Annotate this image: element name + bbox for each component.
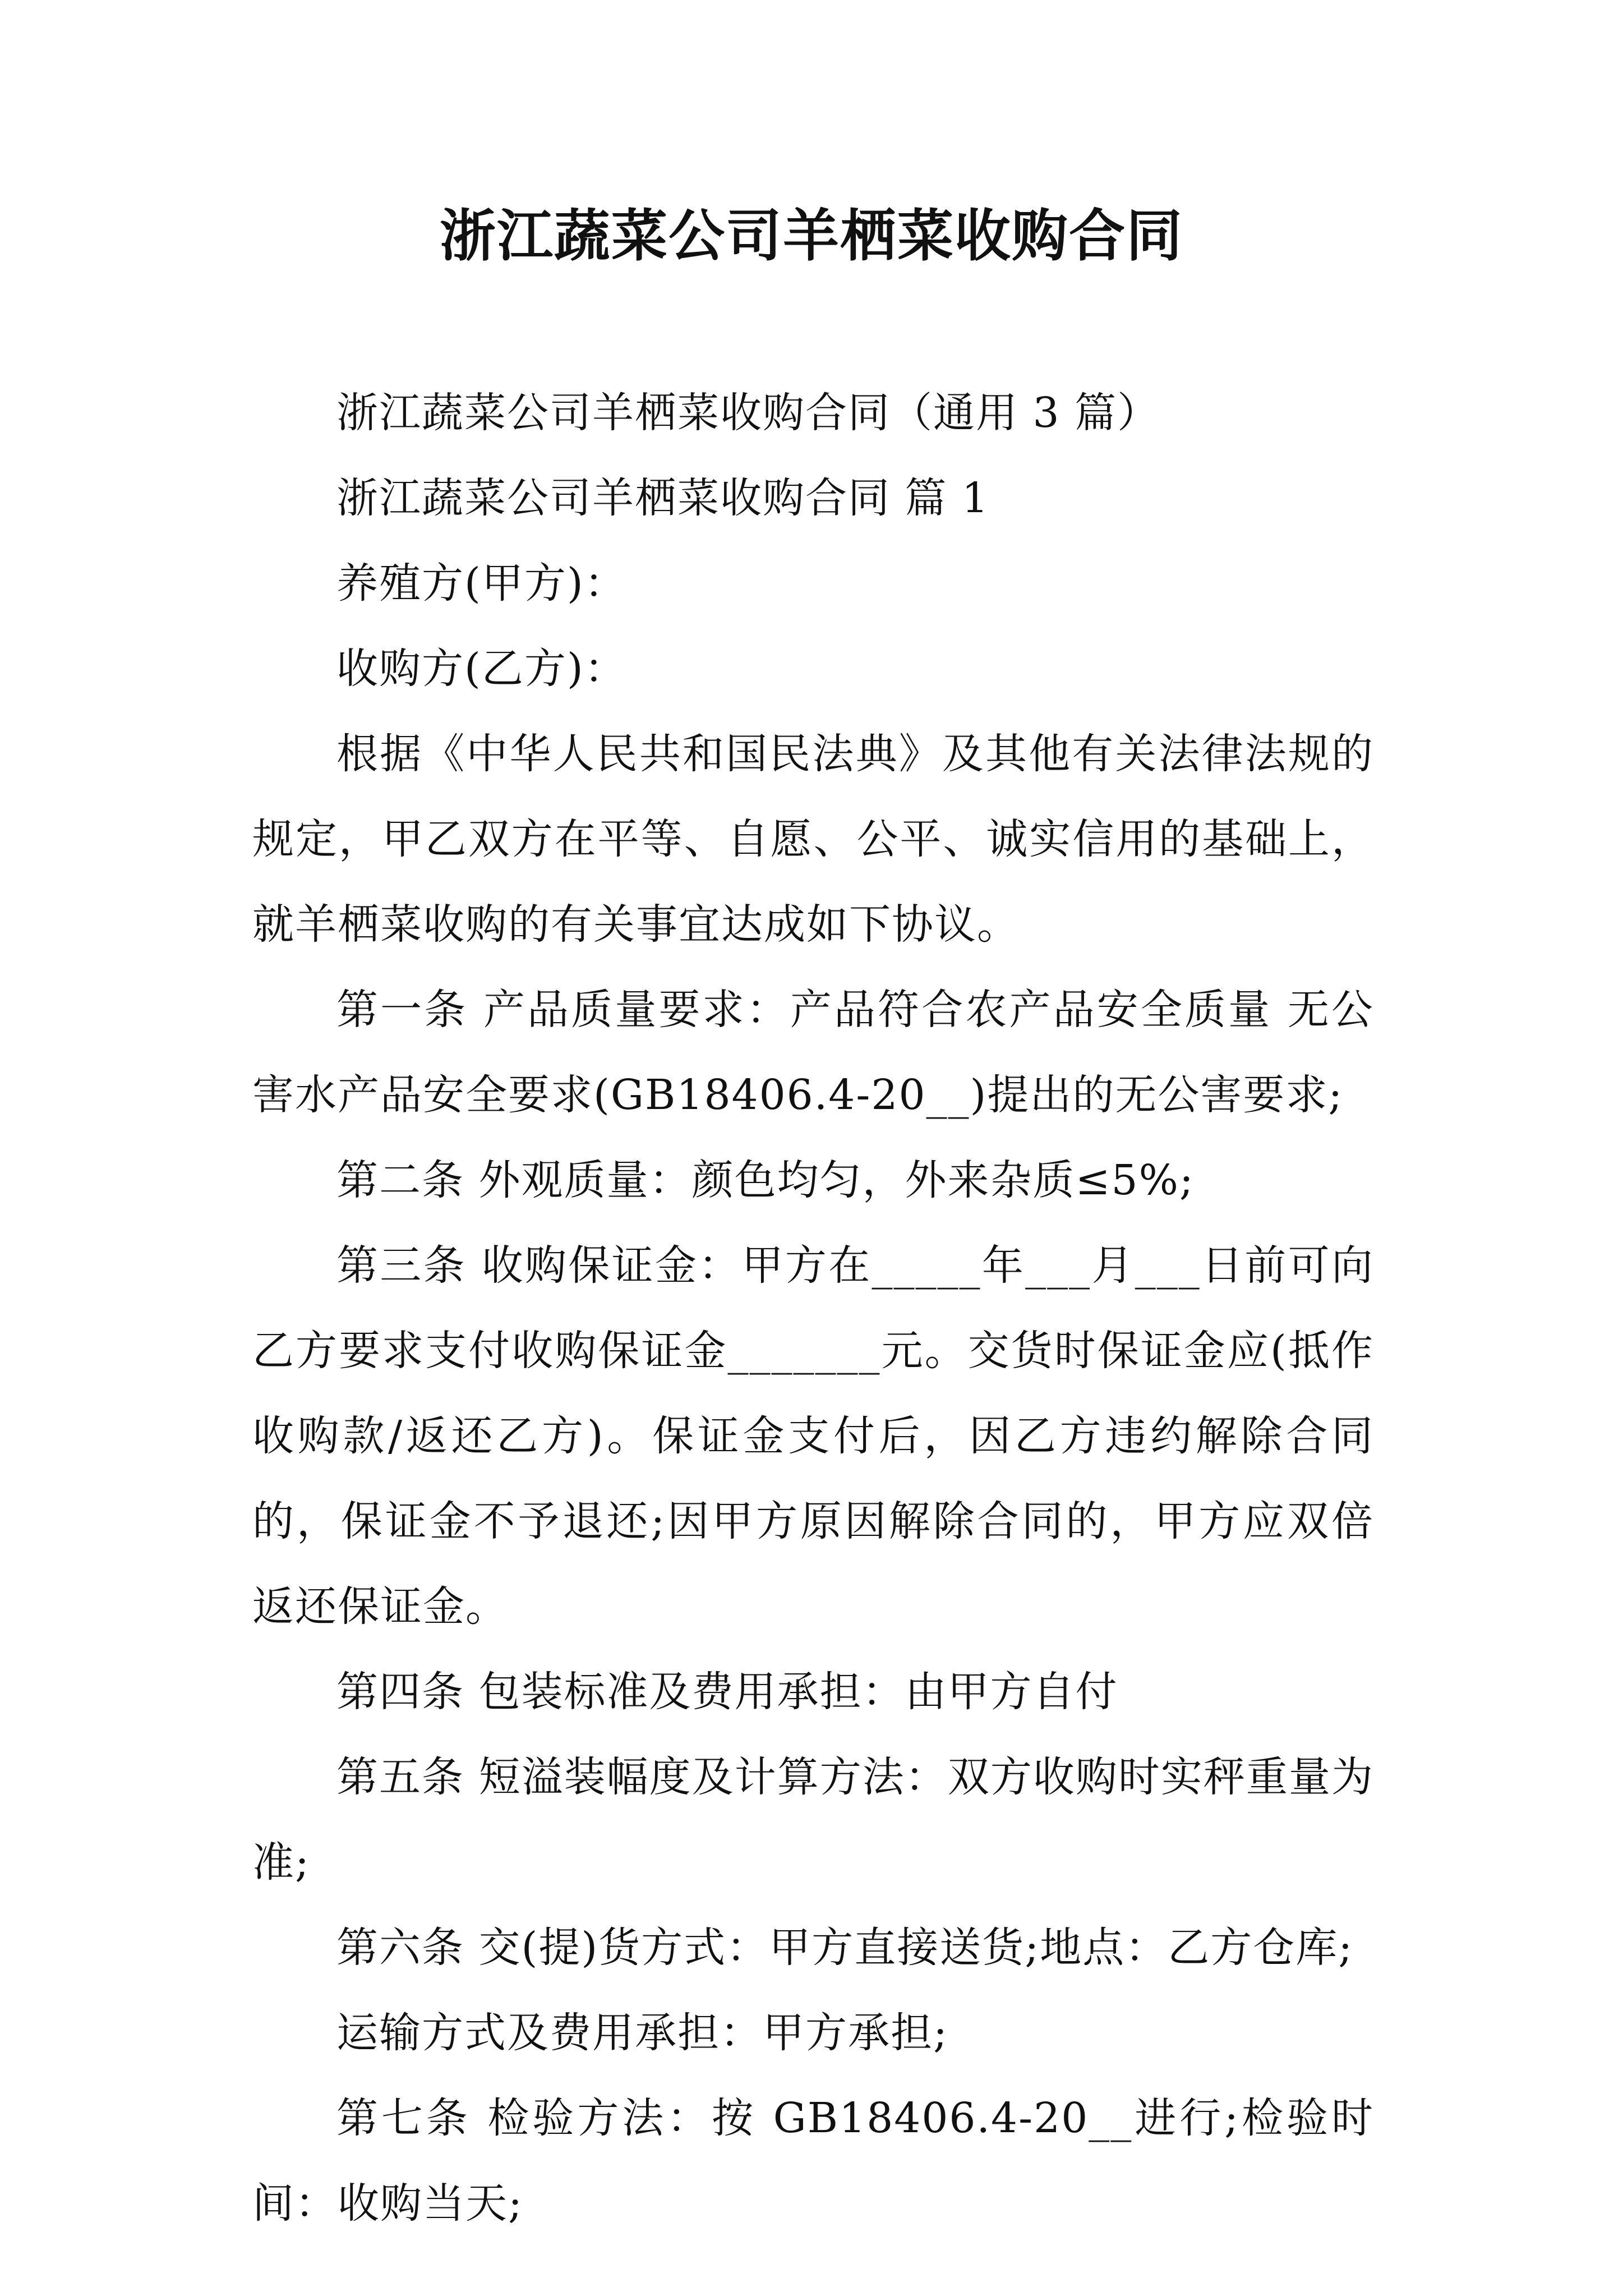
party-a-line: 养殖方(甲方)： [336,559,627,608]
subtitle-paragraph: 浙江蔬菜公司羊栖菜收购合同（通用 3 篇） [336,389,1160,437]
article-6: 第六条 交(提)货方式：甲方直接送货;地点：乙方仓库; [336,1924,1354,1972]
article-3: 第三条 收购保证金：甲方在_____年___月___日前可向乙方要求支付收购保证金_______元。交货时保证金应(抵作收购款/返还乙方)。保证金支付后，因乙方违约解除合同的，保证金不予退还;因甲方原因解除合同的，甲方应双倍返还保证金。 [252,1241,1374,1631]
preamble-paragraph: 根据《中华人民共和国民法典》及其他有关法律法规的规定，甲乙双方在平等、自愿、公平、诚实信用的基础上，就羊栖菜收购的有关事宜达成如下协议。 [252,730,1374,949]
party-b-line: 收购方(乙方)： [336,645,627,693]
document-title: 浙江蔬菜公司羊栖菜收购合同 [440,203,1183,269]
article-4: 第四条 包装标准及费用承担：由甲方自付 [336,1668,1118,1716]
article-2: 第二条 外观质量：颜色均匀，外来杂质≤5%; [336,1156,1195,1204]
article-1: 第一条 产品质量要求：产品符合农产品安全质量 无公害水产品安全要求(GB18406.4-20__)提出的无公害要求; [252,986,1374,1119]
section-heading: 浙江蔬菜公司羊栖菜收购合同 篇 1 [336,474,990,522]
article-7: 第七条 检验方法：按 GB18406.4-20__进行;检验时间：收购当天; [252,2094,1374,2228]
document-body [252,370,1374,2246]
transport-line: 运输方式及费用承担：甲方承担; [336,2009,948,2057]
article-5: 第五条 短溢装幅度及计算方法：双方收购时实秤重量为准; [252,1753,1374,1887]
